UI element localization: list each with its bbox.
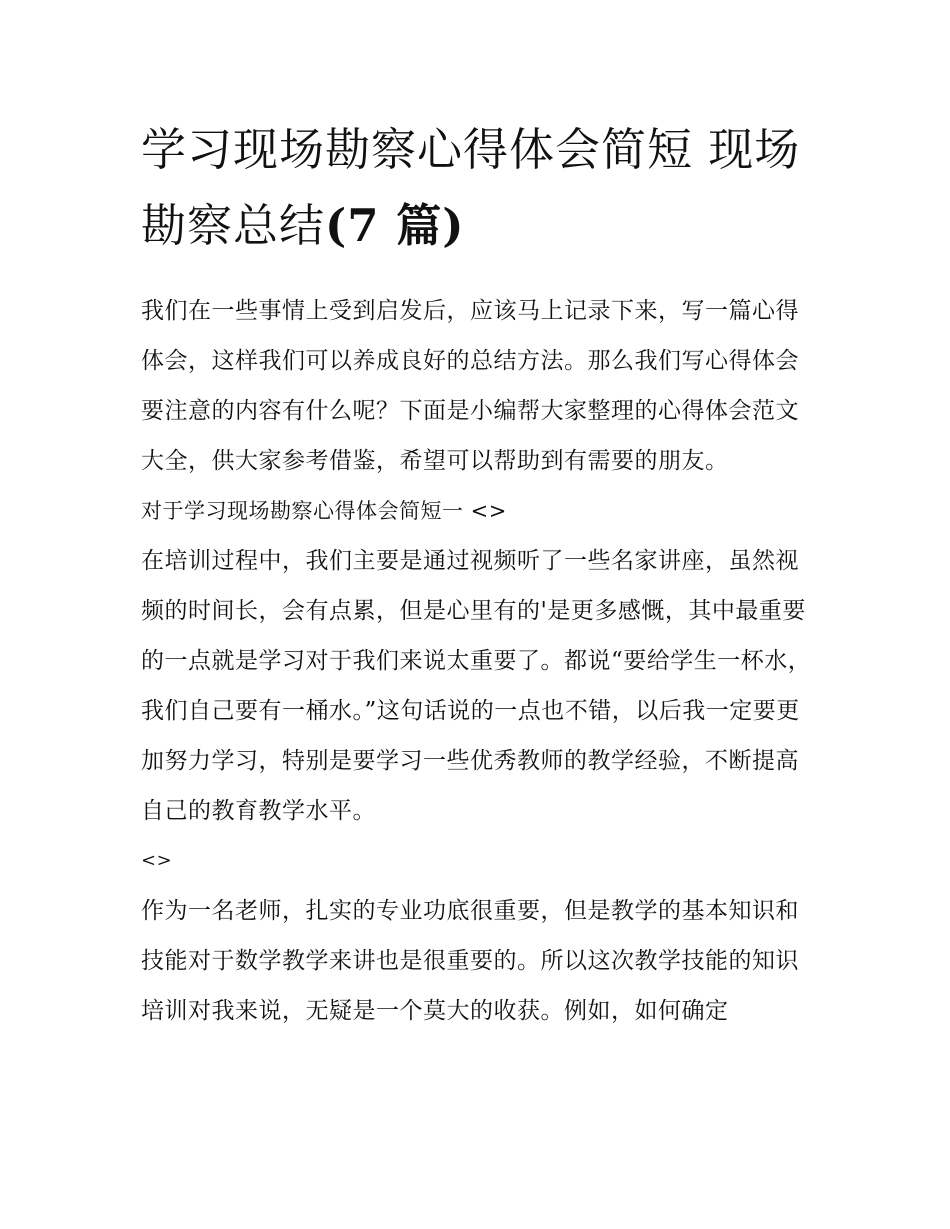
body-paragraph-2: 作为一名老师，扎实的专业功底很重要，但是教学的基本知识和技能对于数学教学来讲也是很重要的。所以这次教学技能的知识培训对我来说，无疑是一个莫大的收获。例如，如何确定 [141, 898, 799, 1024]
section-heading: 对于学习现场勘察心得体会简短一 <> [141, 499, 507, 523]
title-main: 学习现场勘察心得体会简短 现场勘察总结 [141, 123, 801, 252]
document-title [141, 112, 813, 264]
document-page [141, 112, 813, 1036]
section-marker: <> [141, 850, 173, 871]
body-paragraph-1: 在培训过程中，我们主要是通过视频听了一些名家讲座，虽然视频的时间长，会有点累，但是心里有的'是更多感慨，其中最重要的一点就是学习对于我们来说太重要了。都说“要给学生一杯水，我们自己要有一桶水。”这句话说的一点也不错，以后我一定要更加努力学习，特别是要学习一些优秀教师的教学经验，不断提高自己的教育教学水平。 [141, 548, 812, 824]
intro-paragraph: 我们在一些事情上受到启发后，应该马上记录下来，写一篇心得体会，这样我们可以养成良好的总结方法。那么我们写心得体会要注意的内容有什么呢？下面是小编帮大家整理的心得体会范文大全，供大家参考借鉴，希望可以帮助到有需要的朋友。 [141, 298, 799, 474]
title-suffix: (7 篇) [325, 199, 465, 252]
